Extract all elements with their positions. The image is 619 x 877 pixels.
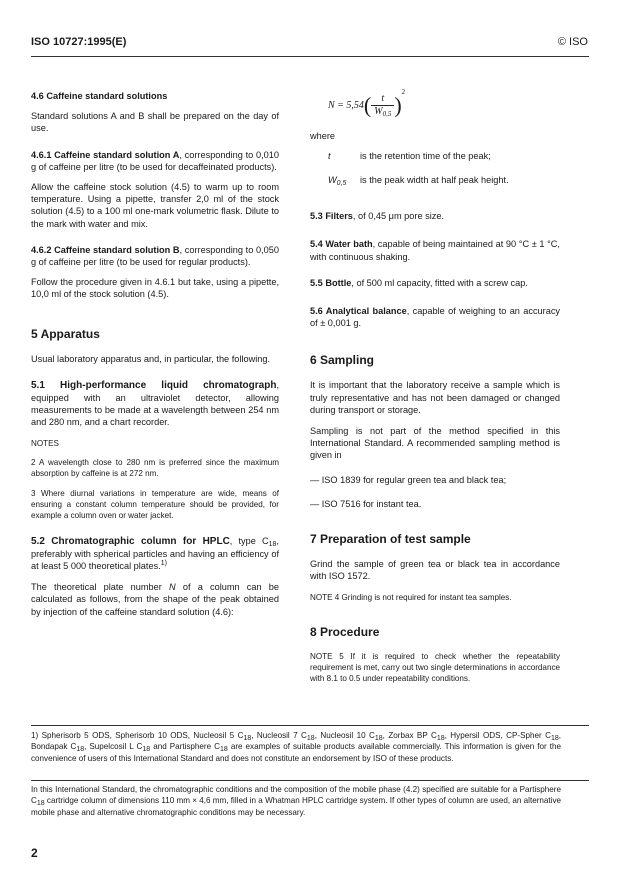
plate-text-b: of a column can be calculated as follows, from the shape of the peak obtained by injection of the caffeine standard solution (4.6): [31,582,279,617]
formula-fraction [371,93,394,118]
fn2-part-b: cartridge column of dimensions 110 mm × 4,6 mm, filled in a Whatman HPLC cartridge system. If other types of column are used, an alternative mobile phase and alternative chromatographic conditions may be necessary. [31,796,561,817]
definition-w-symbol [328,174,346,186]
section-5-6-title: 5.6 Analytical balance [310,306,407,317]
section-6-paragraph-2: Sampling is not part of the method specified in this International Standard. A recommended sampling method is given in [310,426,560,461]
footnote-paragraph-2 [31,784,561,818]
notes-label: NOTES [31,438,59,448]
where-label: where [310,131,336,141]
formula-lhs: N = 5,54 [328,100,364,111]
left-column [31,90,279,618]
fn-part-c: , Nucleosil 10 C [314,731,375,740]
footnote-1 [31,730,561,764]
section-6-paragraph-1: It is important that the laboratory receive a sample which is truly representative and has not been damaged or changed during transport or storage. [310,380,560,415]
footnote-ref-1[interactable]: 1) [160,560,167,567]
note-4: NOTE 4 Grinding is not required for instant tea samples. [310,593,512,603]
fn-sub-4: 18 [436,735,445,742]
fn-part-d: , Zorbax BP C [382,731,437,740]
section-7-text: Grind the sample of green tea or black tea in accordance with ISO 1572. [310,559,560,582]
section-5-5-title: 5.5 Bottle [310,277,352,288]
footnote-rule [31,725,589,726]
document-id: ISO 10727:1995(E) [31,36,127,48]
section-4-6-1-title: 4.6.1 Caffeine standard solution A [31,149,180,160]
fn-sub-7: 18 [142,746,151,754]
section-5-6-text: , capable of weighing to an accuracy of ± 0,001 g. [310,306,561,329]
sampling-list-item-2: — ISO 7516 for instant tea. [310,498,422,509]
page-number: 2 [31,846,38,860]
fn-sub-1: 18 [243,735,252,742]
section-8-title: 8 Procedure [310,625,380,640]
section-5-3-text: , of 0,45 μm pore size. [352,211,444,222]
section-7-title: 7 Preparation of test sample [310,532,471,547]
section-4-6-1-paragraph: Allow the caffeine stock solution (4.5) to warm up to room temperature. Using a pipette, transfer 2,0 ml of the stock solution (4.5) to a 100 ml one-mark volumetric flask. Dilute to the mark with water and mix. [31,182,279,229]
right-column [310,88,560,684]
section-5-2-title: 5.2 Chromatographic column for HPLC [31,535,230,547]
section-5-text: Usual laboratory apparatus and, in particular, the following. [31,353,271,364]
note-5: NOTE 5 If it is required to check whether the repeatability requirement is met, carry out two single determinations in accordance with 8.1 to 0.5 under repeatability conditions. [310,652,560,684]
header-rule [31,56,589,57]
plate-number-paragraph [31,581,279,618]
definition-t-text: is the retention time of the peak; [360,151,491,162]
formula-denominator [371,106,394,118]
formula-open-paren: ( [363,92,372,118]
section-4-6-2 [31,244,279,268]
section-5-4-title: 5.4 Water bath [310,239,373,250]
fn-sub-5: 18 [550,735,559,742]
section-4-6-text: Standard solutions A and B shall be prepared on the day of use. [31,111,279,134]
section-5-1-title: 5.1 High-performance liquid chromatograph [31,379,277,391]
fn-sub-8: 18 [220,746,228,754]
note-3: 3 Where diurnal variations in temperature are wide, means of ensuring a constant column temperature should be provided, for example a column oven or water jacket. [31,488,279,520]
section-4-6-2-title: 4.6.2 Caffeine standard solution B [31,244,180,255]
fn-part-b: , Nucleosil 7 C [251,731,307,740]
section-5-2 [31,535,279,573]
definition-t [310,150,560,170]
definition-w-text: is the peak width at half peak height. [360,175,509,186]
section-5-3-title: 5.3 Filters [310,211,353,222]
fn2-sub: 18 [36,800,45,808]
fn-part-f: , Bondapak C [31,731,561,752]
section-5-6 [310,305,560,329]
section-5-title: 5 Apparatus [31,326,100,341]
formula-den-symbol: W [374,106,383,118]
section-5-2-text-a: , type C [229,535,269,546]
plate-symbol-n: N [169,582,176,593]
fn-part-g: , Supelcosil L C [84,742,143,752]
section-5-2-subscript: 18 [268,540,277,548]
fn-part-i: are examples of suitable products available commercially. This information is given for the convenience of users of this International Standard and does not constitute an endorsement by ISO of these products. [31,742,561,763]
formula-exponent: 2 [401,88,406,96]
fn-part-e: , Hypersil ODS, CP-Spher C [444,731,551,740]
definition-w-subscript: 0,5 [336,180,347,188]
fn-sub-2: 18 [306,735,315,742]
formula-den-subscript: 0,5 [382,110,392,119]
section-5-4-text: , capable of being maintained at 90 °C ± 1 °C, with continuous shaking. [310,239,560,262]
sampling-list-item-1: — ISO 1839 for regular green tea and black tea; [310,474,507,485]
section-5-5-text: , of 500 ml capacity, fitted with a screw cap. [351,277,528,288]
section-5-3 [310,210,560,222]
section-4-6-1-text: , corresponding to 0,010 g of caffeine per litre (to be used for decaffeinated products). [31,149,279,172]
section-5-5 [310,277,560,289]
fn-sub-6: 18 [76,746,85,754]
plate-formula [328,88,560,126]
section-6-title: 6 Sampling [310,353,375,368]
definition-t-symbol: t [328,151,331,162]
section-4-6-2-text: , corresponding to 0,050 g of caffeine per litre (to be used for regular products). [31,244,279,268]
note-2: 2 A wavelength close to 280 nm is preferred since the maximum absorption by caffeine is at 272 nm. [31,457,279,478]
definition-w-letter: W [328,175,337,186]
fn2-part-a: In this International Standard, the chromatographic conditions and the composition of the mobile phase (4.2) specified are suitable for a Partisphere C [31,785,561,806]
section-4-6-1 [31,149,279,173]
section-4-6-title: 4.6 Caffeine standard solutions [31,91,168,101]
copyright-notice: © ISO [557,36,588,48]
section-5-4 [310,238,560,262]
section-5-1-text: , equipped with an ultraviolet detector, allowing measurements to be made at a wavelength between 254 nm and 280 nm, and a chart recorder. [31,379,279,428]
formula-numerator: t [371,93,394,106]
fn-sub-3: 18 [374,735,383,742]
formula-close-paren: ) [394,92,402,118]
footnote-rule-2 [31,780,589,781]
section-5-1 [31,379,279,429]
definition-w [310,174,560,196]
fn-part-h: and Partisphere C [150,742,220,752]
plate-text-a: The theoretical plate number [31,582,170,593]
section-4-6-2-paragraph: Follow the procedure given in 4.6.1 but take, using a pipette, 10,0 ml of the stock solution (4.5). [31,277,279,300]
section-5-2-text-b: , preferably with spherical particles and having an efficiency of at least 5 000 theoretical plates. [31,535,279,572]
fn-part-a: 1) Spherisorb 5 ODS, Spherisorb 10 ODS, Nucleosil 5 C [31,731,244,740]
